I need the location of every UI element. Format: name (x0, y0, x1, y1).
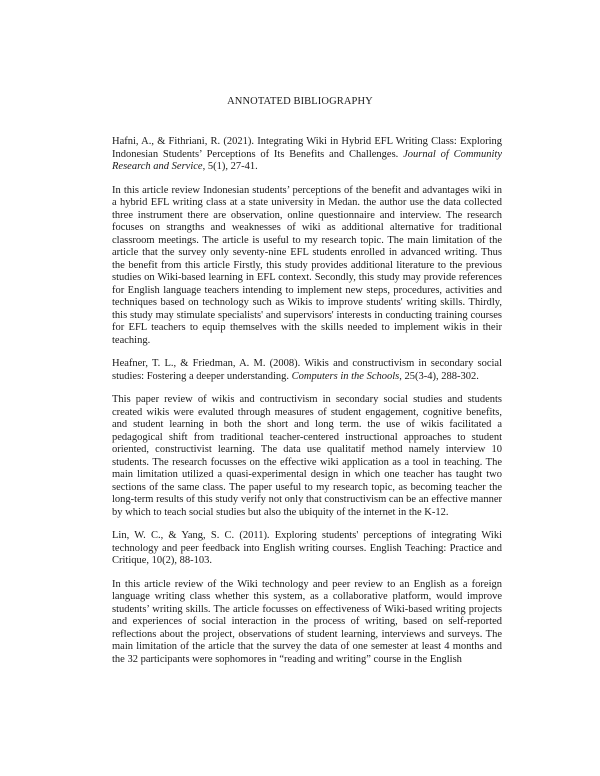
citation-3-text: Lin, W. C., & Yang, S. C. (2011). Exploring students' perceptions of integrating Wiki technology and peer feedback into English writing courses. English Teaching: Practice and Critique, 10(2), 88-103. (112, 530, 502, 566)
annotation-3: In this article review of the Wiki technology and peer review to an English as a foreign language writing class whether this system, as a collaborative platform, would improve students’ writing skills. The article focusses on effectiveness of Wiki-based writing projects and experiences of social interaction in the process of writing, based on self-reported reflections about the project, observations of student learning, interviews and surveys. The main limitation of the article that the survey the data of one semester at least 4 months and the 32 participants were sophomores in “reading and writing” course in the English (112, 578, 502, 665)
annotation-2: This paper review of wikis and contructivism in secondary social studies and students created wikis were evaluted through measures of student engagement, cognitive benefits, and student learning in both the short and long term. the use of wikis facilitated a pedagogical shift from traditional teacher-centered instructional approaches to student oriented, constructivist learning. The data use qualitatif method namely interview 10 students. The research focusses on the effective wiki application as a tool in teaching. The main limitation utilized a quasi-experimental design in which one teacher has taught two sections of the same class. The paper useful to my research topic, as becoming teacher the long-term results of this study verify not only that constructivism can be an effective manner by which to teach social studies but also the ubiquity of the internet in the K-12. (112, 394, 502, 518)
citation-1-journal: Journal of Community Research and Service (112, 148, 502, 172)
citation-1-details: , 5(1), 27-41. (202, 161, 258, 172)
bibliography-body (112, 136, 502, 677)
citation-1-text: Hafni, A., & Fithriani, R. (2021). Integrating Wiki in Hybrid EFL Writing Class: Exploring Indonesian Students’ Perceptions of Its Benefits and Challenges. (112, 136, 502, 160)
citation-2-details: , 25(3-4), 288-302. (399, 370, 479, 382)
page-title: ANNOTATED BIBLIOGRAPHY (227, 96, 373, 107)
annotation-1: In this article review Indonesian students’ perceptions of the benefit and advantages wiki in a hybrid EFL writing class at a state university in Medan. the author use the data collected three instrument there are observation, online questionnaire and interview. The research focuses on strangths and weaknesses of wiki as additional alternative for traditional classroom meetings. The article is useful to my research topic. The main limitation of the article that the survey only seventy-nine EFL students enrolled in advanced writing. Thus the benefit from this article Firstly, this study provides additional literature to the previous studies on Wiki-based learning in EFL context. Secondly, this study may provide references for English language teachers intending to implement new steps, procedures, activities and techniques based on technology such as Wikis to improve students' writing skills. Thirdly, this study may stimulate specialists' and supervisors' interests in conducting training courses for EFL teachers to equip themselves with the skills needed to implement wikis in their teaching. (112, 184, 502, 346)
citation-1 (112, 136, 502, 174)
citation-2-journal: Computers in the Schools (291, 370, 400, 382)
citation-2-text: Heafner, T. L., & Friedman, A. M. (2008). Wikis and constructivism in secondary social studies: Fostering a deeper understanding. (112, 358, 502, 382)
citation-2 (112, 358, 502, 383)
citation-3 (112, 530, 502, 568)
